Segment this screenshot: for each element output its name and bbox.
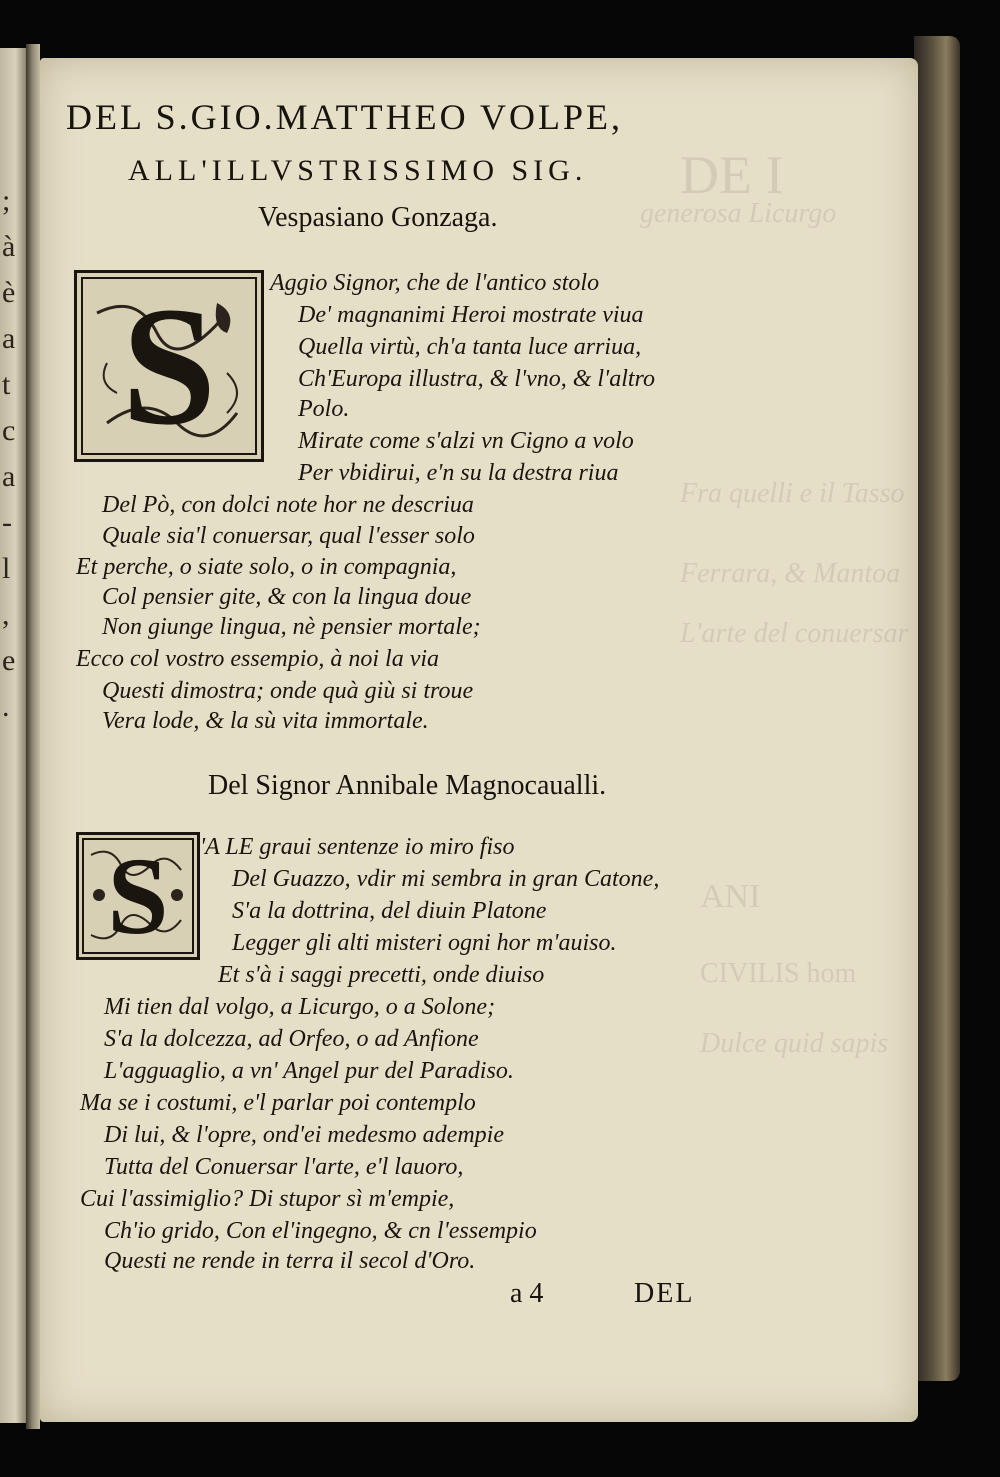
left-char: e	[2, 644, 16, 677]
verse-line: Et perche, o siate solo, o in compagnia,	[76, 554, 457, 580]
initial-letter: S	[121, 272, 217, 460]
initial-letter: S	[107, 835, 169, 957]
show-through: DE I	[680, 145, 784, 205]
catchword: DEL	[634, 1278, 695, 1309]
left-page-edge	[0, 48, 26, 1423]
page-edges	[914, 36, 960, 1381]
verse-line: Del Pò, con dolci note hor ne descriua	[102, 492, 474, 518]
left-char: l	[2, 552, 11, 585]
verse-line: Mirate come s'alzi vn Cigno a volo	[298, 428, 634, 454]
title-line-2: ALL'ILLVSTRISSIMO SIG.	[128, 154, 588, 187]
verse-line: Vera lode, & la sù vita immortale.	[102, 708, 429, 734]
title-line-1: DEL S.GIO.MATTHEO VOLPE,	[66, 97, 623, 137]
show-through: Fra quelli e il Tasso	[680, 478, 905, 509]
verse-line: S'a la dolcezza, ad Orfeo, o ad Anfione	[104, 1026, 479, 1052]
verse-line: De' magnanimi Heroi mostrate viua	[298, 302, 644, 328]
left-char: ;	[2, 184, 11, 217]
show-through: generosa Licurgo	[640, 198, 837, 229]
left-char: ,	[2, 598, 10, 631]
verse-line: L'agguaglio, a vn' Angel pur del Paradiso.	[104, 1058, 514, 1084]
verse-line: Polo.	[298, 396, 350, 422]
verse-line: Cui l'assimiglio? Di stupor sì m'empie,	[80, 1186, 455, 1212]
verse-line: Aggio Signor, che de l'antico stolo	[270, 270, 600, 296]
verse-line: Di lui, & l'opre, ond'ei medesmo adempie	[104, 1122, 504, 1148]
verse-line: Legger gli alti misteri ogni hor m'auiso.	[232, 930, 617, 956]
left-char: t	[2, 368, 11, 401]
verse-line: 'A LE graui sentenze io miro fiso	[200, 834, 515, 860]
verse-line: Non giunge lingua, nè pensier mortale;	[102, 614, 481, 640]
verse-line: Questi dimostra; onde quà giù si troue	[102, 678, 474, 704]
show-through: Ferrara, & Mantoa	[680, 558, 901, 589]
verse-line: Et s'à i saggi precetti, onde diuiso	[218, 962, 545, 988]
left-char: a	[2, 322, 16, 355]
show-through: CIVILIS hom	[700, 958, 857, 989]
left-char: c	[2, 414, 16, 447]
verse-line: Del Guazzo, vdir mi sembra in gran Catone,	[232, 866, 660, 892]
left-char: è	[2, 276, 16, 309]
verse-line: Tutta del Conuersar l'arte, e'l lauoro,	[104, 1154, 464, 1180]
left-char: a	[2, 460, 16, 493]
decorated-initial-2	[76, 832, 200, 960]
verse-line: Quella virtù, ch'a tanta luce arriua,	[298, 334, 642, 360]
title-line-3: Vespasiano Gonzaga.	[258, 202, 498, 233]
verse-line: Ch'io grido, Con el'ingegno, & cn l'essempio	[104, 1218, 537, 1244]
left-char: à	[2, 230, 16, 263]
verse-line: Col pensier gite, & con la lingua doue	[102, 584, 472, 610]
show-through: Dulce quid sapis	[700, 1028, 889, 1059]
verse-line: Per vbidirui, e'n su la destra riua	[298, 460, 619, 486]
verse-line: S'a la dottrina, del diuin Platone	[232, 898, 547, 924]
book-gutter	[26, 44, 40, 1429]
show-through: L'arte del conuersar	[680, 618, 909, 649]
left-char: .	[2, 690, 10, 723]
verse-line: Mi tien dal volgo, a Licurgo, o a Solone;	[104, 994, 496, 1020]
verse-line: Ecco col vostro essempio, à noi la via	[76, 646, 440, 672]
signature-mark: a 4	[510, 1278, 544, 1309]
verse-line: Quale sia'l conuersar, qual l'esser solo	[102, 523, 475, 549]
verse-line: Questi ne rende in terra il secol d'Oro.	[104, 1248, 476, 1274]
decorated-initial-1	[74, 270, 264, 462]
left-page-fragments	[2, 178, 24, 730]
section-heading: Del Signor Annibale Magnocaualli.	[208, 770, 607, 801]
show-through: ANI	[700, 878, 761, 915]
left-char: -	[2, 506, 12, 539]
verse-line: Ch'Europa illustra, & l'vno, & l'altro	[298, 366, 655, 392]
verse-line: Ma se i costumi, e'l parlar poi contemplo	[80, 1090, 476, 1116]
